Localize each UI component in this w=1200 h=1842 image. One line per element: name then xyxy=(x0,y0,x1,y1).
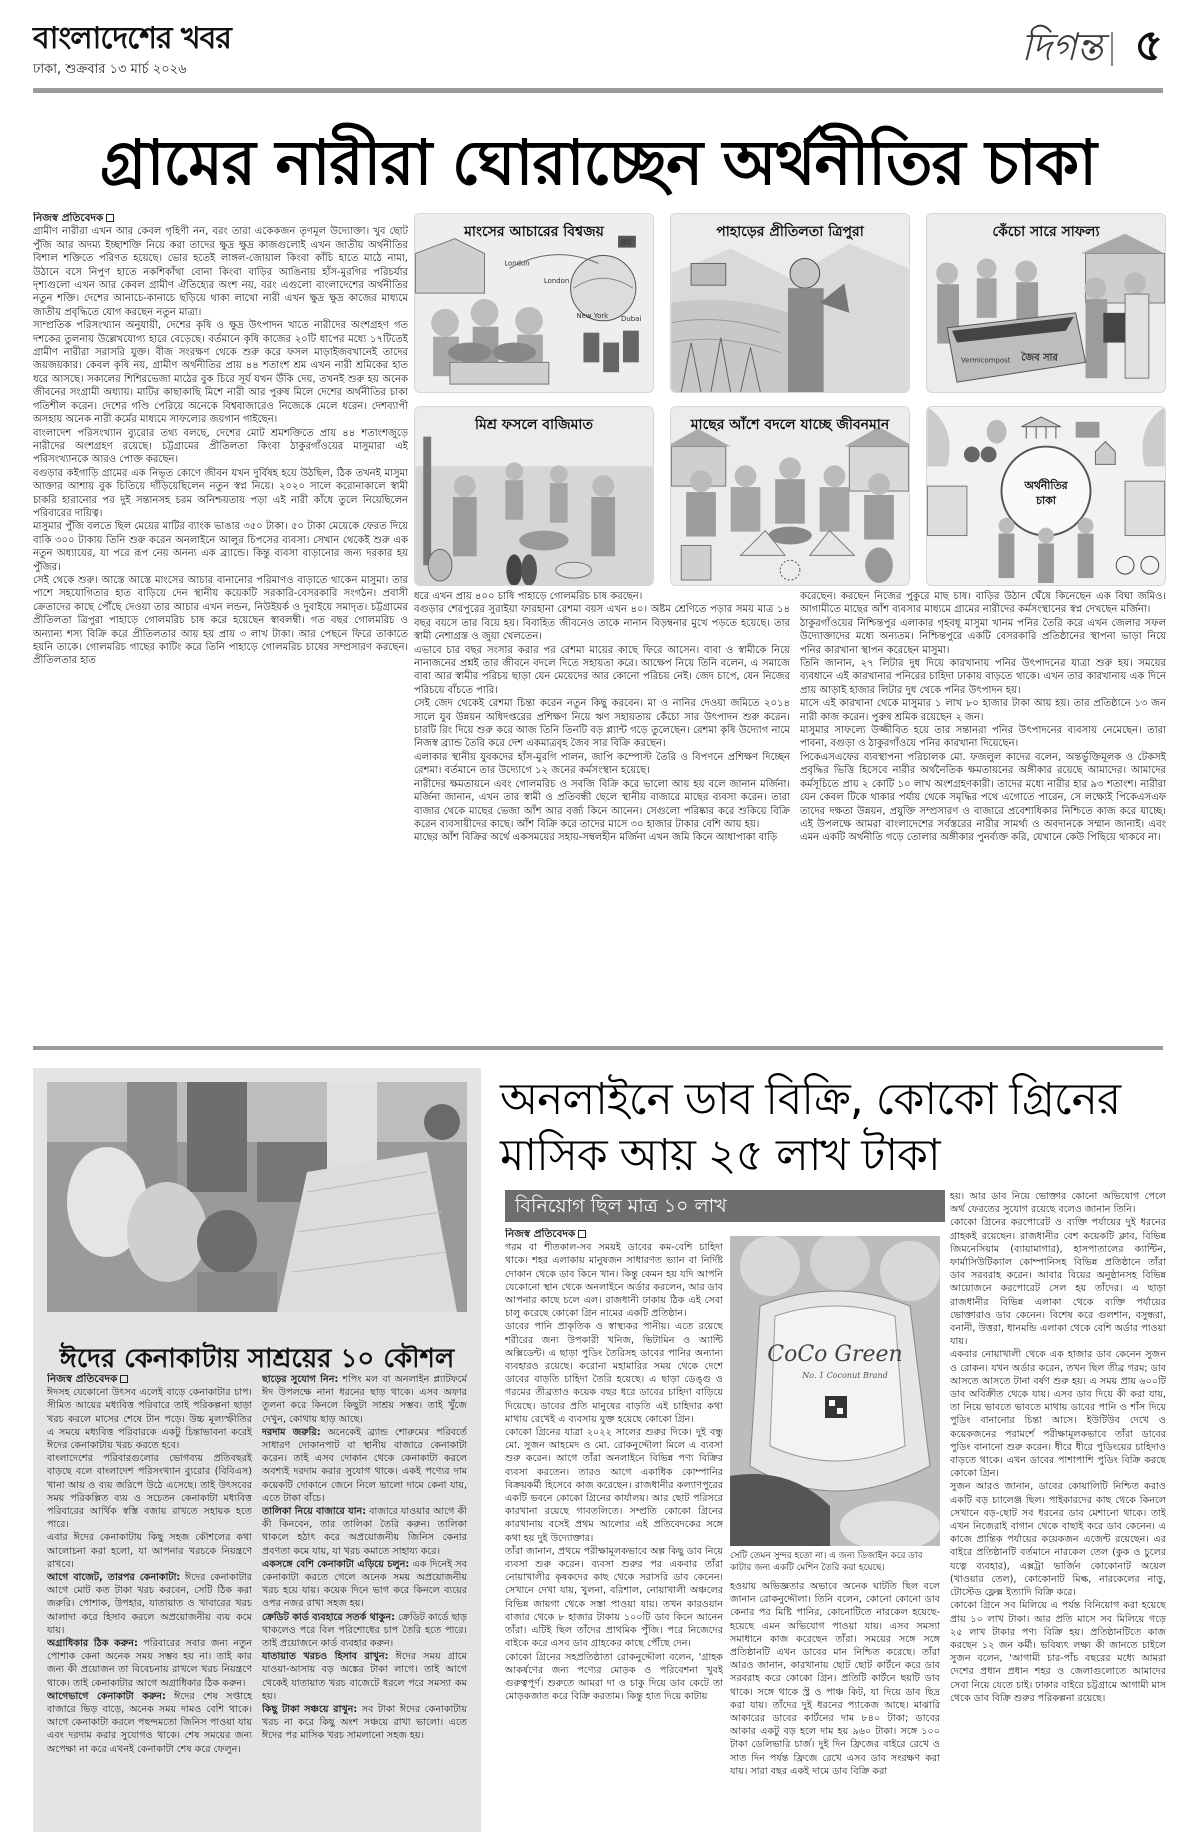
illustration-vermicompost xyxy=(926,213,1166,393)
article-paragraph: বগুড়ার কইগাড়ি গ্রামের এক নিভৃত কোণে জীবন যখন দুর্বিষহ হয়ে উঠছিল, ঠিক তখনই মাসুমা আক্তার আশায় বুক চিতিয়ে দাঁড়িয়েছিলেন নতুন স্বপ্ন নিয়ে। ২০২০ সালে করোনাকালে স্বামী চাকরি হারানোর পর দুই সন্তানসহ চরম অনিশ্চয়তায় পড়া এই নারী কাঁধে তুলে নিয়েছিলেন পরিবারের দায়িত্ব। xyxy=(33,467,408,519)
article-paragraph: বগুড়ার শেরপুরের সুরাইয়া ফারহানা রেশমা বয়স এখন ৪০। অষ্টম শ্রেণিতে পড়ার সময় মাত্র ১৪ বছর বয়সে তার বিয়ে হয়। বিবাহিত জীবনেও তাকে নানান বিড়ম্বনার মুখে পড়তে হয়েছে। তার স্বামী নেশাগ্রস্ত ও জুয়া খেলতেন। xyxy=(414,604,790,643)
article-paragraph xyxy=(47,1571,252,1637)
article-paragraph xyxy=(47,1637,252,1690)
brand-logo-text: CoCo Green xyxy=(767,1342,903,1367)
tip-heading: ক্রেডিট কার্ড ব্যবহারে সতর্ক থাকুন: xyxy=(262,1611,395,1623)
brand-tagline: No. 1 Coconut Brand xyxy=(802,1371,888,1380)
tip-text: শপিং মল বা অনলাইন প্ল্যাটফর্মে ঈদ উপলক্ষে নানা ধরনের ছাড় থাকে। এসব অফার তুলনা করে কিনলে কিছুটা সাশ্রয় সম্ভব। তাই খুঁজে দেখুন, কোথায় ছাড় আছে। xyxy=(262,1374,467,1425)
article-paragraph xyxy=(262,1611,467,1651)
article-paragraph: ধরে এখন প্রায় ৪০০ চাষি পাহাড়ে গোলমরিচ চাষ করছেন। xyxy=(414,591,643,602)
section-divider xyxy=(1111,32,1113,66)
tip-text: ঈদসহ যেকোনো উৎসব এলেই বাড়ে কেনাকাটার চাপ। সীমিত আয়ের মধ্যবিত্ত পরিবারে তাই পরিকল্পনা ছাড়া খরচ করলে মাসের শেষে টান পড়ে। উচ্চ মূল্যস্ফীতির এ সময়ে মধ্যবিত্ত পরিবারকে একটু চিন্তাভাবনা করেই ঈদের কেনাকাটায় খরচ করতে হবে। xyxy=(47,1387,252,1452)
eid-headline: ঈদের কেনাকাটায় সাশ্রয়ের ১০ কৌশল xyxy=(59,1344,455,1374)
box-label: Vermicompost xyxy=(960,356,1011,365)
tip-text: অনেকেই ব্র্যান্ড শোরুমের পরিবর্তে সাধারণ দোকানপাট বা স্থানীয় বাজারে কেনাকাটা করেন। তাই এসব দোকান থেকে কেনাকাটা করলে অবশ্যই দরদাম করার সুযোগ থাকে। একই পণ্যের দাম কয়েকটি দোকানে জেনে নিলে ভালো দামে কেনা যায়, এতে টাকা বাঁচে। xyxy=(262,1426,467,1504)
article-paragraph: এলাকার স্থানীয় যুবকদের হাঁস-মুরগি পালন, জাপি কম্পোস্ট তৈরি ও বিপণনে প্রশিক্ষণ দিচ্ছেন রেশমা। বর্তমানে তার উদ্যোগে ১২ জনের কর্মসংস্থান হয়েছে। xyxy=(414,751,790,777)
wheel-label: অর্থনীতির xyxy=(1024,479,1068,493)
coco-column-3 xyxy=(950,1190,1166,1832)
eid-market-photo xyxy=(47,1082,467,1312)
tip-text: বাংলাদেশের পরিবারগুলোর ভোগব্যয় প্রতিবছরই বাড়ছে বলে বাংলাদেশ পরিসংখ্যান ব্যুরোর (বিবিএস) খানা আয় ও ব্যয় জরিপে উঠে এসেছে। তাই উৎসবের সময় পরিকল্পিত ব্যয় ও সচেতন কেনাকাটা মধ্যবিত্ত পরিবারের আর্থিক স্বস্তি বজায় রাখতে সহায়ক হতে পারে। xyxy=(47,1453,252,1531)
article-paragraph xyxy=(262,1426,467,1505)
article-paragraph xyxy=(262,1558,467,1611)
lead-headline: গ্রামের নারীরা ঘোরাচ্ছেন অর্থনীতির চাকা xyxy=(100,126,1096,199)
article-paragraph: ঠাকুরগাঁওয়ের নিশ্চিন্তপুর এলাকার গৃহবধূ মাসুমা খানম পনির তৈরি করে এখন জেলার সফল উদ্যোক্তাদের মধ্যে অন্যতম। নিশ্চিন্তপুরে একটি বেসরকারি প্রতিষ্ঠানের স্থাপনা ভাড়া নিয়ে পনির কারখানা স্থাপন করেছেন মাসুমা। xyxy=(800,617,1166,656)
wheel-label: চাকা xyxy=(1036,493,1056,507)
coco-photo-caption: সেটি তেমন সুন্দর হতো না। এ জন্য ডিজাইন করে ডাব কাটার জন্য একটি মেশিন তৈরি করা হয়েছে। xyxy=(730,1551,923,1573)
byline: নিজস্ব প্রতিবেদক xyxy=(33,212,408,225)
illustration-grid xyxy=(414,213,1166,586)
tip-text: ক্রেডিট কার্ডে ছাড় থাকলেও পরে বিল পরিশোধের চাপ তৈরি হতে পারে। তাই প্রয়োজনে কার্ড ব্যবহার করুন। xyxy=(262,1611,467,1650)
tip-text: এবার ঈদের কেনাকাটায় কিছু সহজ কৌশলের কথা আলোচনা করা হলো, যা আপনার খরচকে নিয়ন্ত্রণে রাখবে। xyxy=(47,1532,252,1570)
article-paragraph xyxy=(262,1703,467,1743)
byline: নিজস্ব প্রতিবেদক xyxy=(505,1228,723,1241)
masthead-rule xyxy=(33,88,1163,93)
article-paragraph: মাসুমার সাফল্যে উজ্জীবিত হয়ে তার সন্তানরা পনির উৎপাদনের ব্যবসায় নেমেছেন। তারা পাবনা, বগুড়া ও ঠাকুরগাঁওয়ে পনির কারখানা দিয়েছেন। xyxy=(800,725,1166,750)
map-label: London xyxy=(504,259,530,268)
article-paragraph: গরম বা শীতকাল-সব সময়ই ডাবের কম-বেশি চাহিদা থাকে। শহর এলাকায় মানুষজন সাধারণত ভ্যান বা নির্দিষ্ট দোকান থেকে ডাব কিনে খান। কিন্তু কেমন হয় যদি আপনি যেকোনো স্থান থেকে অনলাইনে অর্ডার করলেন, আর ডাব আপনার কাছে চলে এল। রাজধানী ঢাকায় ঠিক এই সেবা চালু করেছে কোকো গ্রিন নামের একটি প্রতিষ্ঠান। xyxy=(505,1242,723,1320)
article-paragraph: একবার নোয়াখালী থেকে এক হাজার ডাব কেনেন সুজন ও রোকন। যখন অর্ডার করেন, তখন ছিল তীব্র গরম; ডাব আসতে আসতে টানা বর্ষণ শুরু হয়। এ সময় প্রায় ৬০০টি ডাব অবিক্রীত থেকে যায়। এসব ডাব দিয়ে কী করা যায়, তা নিয়ে ভাবতে ভাবতে মাথায় ডাবের পানি ও শাঁস দিয়ে পুডিং বানানোর চিন্তা আসে। ইউটিউব দেখে ও কয়েকজনের পরামর্শে পরীক্ষামূলকভাবে তাঁরা ডাবের পুডিং বানানো শুরু করেন। ধীরে ধীরে পুডিংয়ের চাহিদাও বাড়তে থাকে। এখন ডাবের পাশাপাশি পুডিং বিক্রি করছে কোকো গ্রিন। xyxy=(950,1349,1166,1480)
tip-heading: যাতায়াত খরচও হিসাব রাখুন: xyxy=(262,1651,389,1663)
eid-column-1 xyxy=(47,1373,252,1813)
tip-heading: দরদাম জরুরি: xyxy=(262,1426,321,1438)
tip-heading: একসঙ্গে বেশি কেনাকাটা এড়িয়ে চলুন: xyxy=(262,1558,410,1570)
market-crowd-image xyxy=(47,1082,467,1312)
article-paragraph: সাম্প্রতিক পরিসংখ্যান অনুযায়ী, দেশের কৃষি ও ক্ষুদ্র উৎপাদন খাতে নারীদের অংশগ্রহণ গত দশকের তুলনায় উল্লেখযোগ্য হারে বেড়েছে। বর্তমানে কৃষি কাজের ২০টি ধাপের মধ্যে ১৭টিতেই গ্রামীণ নারীরা সরাসরি যুক্ত। বীজ সংরক্ষণ থেকে শুরু করে ফসল মাড়াইজবখানেই তাদের জয়জয়কার। কেবল কৃষি নয়, গ্রামীণ অর্থনীতির প্রায় ৪৪ শতাংশ শ্রম এখন নারী শ্রমিকের হাত ধরে আসছে। সকালের শিশিরভেজা মাঠের বুক চিরে সূর্য যখন উঁকি দেয়, তখনই শুরু হয় অনেক জীবনের সংগ্রামী অধ্যায়। মাটির কাছাকাছি মিশে নারী আর পুরুষ মিলে দেশের অর্থনীতির চাকা গতিশীল করেন। দেশের গণ্ডি পেরিয়ে অনেকে বিশ্ববাজারেও নিজেকে মেলে ধরেন। দেশব্যাপী অসহায় অনেক নারী কর্মের মাধ্যমে সাফল্যের জয়গান গাইছেন। xyxy=(33,320,408,426)
tip-heading: আগেভাগে কেনাকাটা করুন: xyxy=(47,1690,166,1702)
tip-text: ঈদের সময় গ্রামে যাওয়া-আসায় বড় অঙ্কের টাকা লাগে। তাই আগে থেকেই যাতায়াত খরচ বাজেটে ধরলে পরে সমস্যা কম হয়। xyxy=(262,1651,467,1702)
article-paragraph: নারীদের ক্ষমতায়নে এবং গোলমরিচ ও সবজি বিক্রি করে ভালো আয় হয় বলে জানান মর্জিনা। মর্জিনা জানান, এখন তার স্বামী ও প্রতিবন্ধী ছেলে স্থানীয় বাজারে মাছের ব্যবসা করেন। তারা বাজার থেকে মাছের ভেজা আঁশ আর বর্জ্য কিনে আনেন। সেগুলো পরিষ্কার করে শুকিয়ে বিক্রি করেন ব্যবসায়ীদের কাছে। আঁশ বিক্রি করে তাদের মাসে ৩০ হাজার টাকার বেশি আয় হয়। xyxy=(414,778,790,830)
article-paragraph: কোকো গ্রিনের সহপ্রতিষ্ঠাতা রোকনুদ্দৌলা বলেন, 'গ্রাহক আকর্ষণের জন্য পণ্যের মোড়ক ও পরিবেশনা খুবই গুরুত্বপূর্ণ। শুরুতে আমরা দা ও চাকু দিয়ে ডাব কেটে তা মোড়কজাত করে বিক্রি করতাম। কিন্তু হাত দিয়ে কাটায় xyxy=(505,1651,723,1703)
article-paragraph: মাছের আঁশ বিক্রির অর্থে একসময়ের সহায়-সম্বলহীন মর্জিনা এখন জমি কিনে আধাপাকা বাড়ি xyxy=(414,832,778,844)
coco-green-photo xyxy=(730,1236,940,1546)
article-paragraph: বাংলাদেশ পরিসংখ্যান ব্যুরোর তথ্য বলছে, দেশের মোট শ্রমশক্তিতে প্রায় ৪৪ শতাংশজুড়ে নারীদের অংশগ্রহণ রয়েছে। চট্টগ্রামের প্রীতিলতা কিংবা ঠাকুরগাঁওয়ের মাসুমারা এই পরিসংখ্যানকে আরও পোক্ত করছেন। xyxy=(33,427,408,466)
illustration-title: কেঁচো সারে সাফল্য xyxy=(992,224,1100,240)
eid-shopping-box xyxy=(33,1068,481,1832)
article-paragraph: মাসে এই কারখানা থেকে মাসুমার ১ লাখ ৮০ হাজার টাকা আয় হয়। তার প্রতিষ্ঠানে ১৩ জন নারী কাজ করেন। পুরুষ শ্রমিক রয়েছেন ২ জন। xyxy=(800,698,1166,723)
coco-column-2 xyxy=(730,1580,940,1832)
article-paragraph: পিকেএসএফের ব্যবস্থাপনা পরিচালক মো. ফজলুল কাদের বলেন, অন্তর্ভুক্তিমূলক ও টেকসই প্রবৃদ্ধির ভিত্তি হিসেবে নারীর অর্থনৈতিক ক্ষমতায়নের অঙ্গীকার রয়েছে আমাদের। আমাদের কর্মসূচিতে প্রায় ২ কোটি ১০ লাখ অংশগ্রহণকারী। তাদের মধ্যে নারীর হার ৯৩ শতাংশ। নারীরা যেন কেবল টিকে থাকার পর্যায় থেকে সমৃদ্ধির পথে এগোতে পারেন, সে লক্ষ্যেই পিকেএসএফ তাদের দক্ষতা উন্নয়ন, প্রযুক্তি সম্প্রসারণ ও বাজারে প্রবেশাধিকার নিশ্চিতে কাজ করে যাচ্ছে। এই উপলক্ষে আমরা বাংলাদেশের সর্বস্তরের নারীর সামর্থ্য ও অবদানকে সম্মান জানাই। এবং এমন একটি অর্থনীতি গড়ে তোলার অঙ্গীকার পুনর্ব্যক্ত করি, যেখানে কেউ পিছিয়ে থাকবে না। xyxy=(800,751,1166,844)
article-paragraph: এভাবে চার বছর সংসার করার পর রেশমা মায়ের কাছে ফিরে আসেন। বাবা ও স্বামীকে নিয়ে নানাজনের প্রশ্নই তার জীবনে বদলে দিতে সহায়তা করে। আক্ষেপ নিয়ে তিনি বলেন, এ সমাজে বাবা আর স্বামীর পরিচয় ছাড়া যেন মেয়েদের আর কোনো পরিচয় নেই। জেদ চাপে, যেন নিজের পরিচয়ে বাঁচতে পারি। xyxy=(414,644,790,696)
article-paragraph: সুজন আরও জানান, ডাবের কোয়ালিটি নিশ্চিত করাও একটি বড় চ্যালেঞ্জ ছিল। পাইকারদের কাছ থেকে কিনলে সেখানে বড়-ছোট সব ধরনের ডাব মেশানো থাকে। তাই এখন নিজেরাই বাগান থেকে বাছাই করে ডাব কেনেন। এ কাজে প্রান্তিক পর্যায়ের কয়েকজন এজেন্ট রয়েছেন। এর বাইরে প্রতিষ্ঠানটি বর্তমানে নারকেল তেল (কুক ও চুলের যত্নে ব্যবহার), এক্সট্রা ভার্জিন কোকোনাট অয়েল (খাওয়ার তেল), কোকোনাট মিল্ক, নারকেলের নাড়ু, টোস্টেড ফ্লেক্স ইত্যাদি বিক্রি করে। xyxy=(950,1481,1166,1599)
article-paragraph xyxy=(262,1505,467,1558)
coconut-package-image xyxy=(730,1236,940,1546)
byline: নিজস্ব প্রতিবেদক xyxy=(47,1373,252,1386)
tip-text: এক দিনেই সব কেনাকাটা করতে গেলে অনেক সময় অপ্রয়োজনীয় খরচ হয়ে যায়। কয়েক দিনে ভাগ করে কিনলে ব্যয়ের ওপর নজর রাখা সহজ হয়। xyxy=(262,1558,467,1610)
byline-square-icon xyxy=(120,1375,128,1383)
illustration-title: মাছের আঁশে বদলে যাচ্ছে জীবনমান xyxy=(690,417,890,433)
article-paragraph: কোকো গ্রিনে সব মিলিয়ে এ পর্যন্ত বিনিয়োগ করা হয়েছে প্রায় ১০ লাখ টাকা। আর প্রতি মাসে সব মিলিয়ে গড়ে ২৫ লাখ টাকার পণ্য বিক্রি হয়। প্রতিষ্ঠানটিতে কাজ করছেন ১২ জন কর্মী। ভবিষ্যৎ লক্ষ্য কী জানতে চাইলে সুজন বলেন, 'আগামী চার-পাঁচ বছরের মধ্যে আমরা দেশের প্রধান প্রধান শহর ও জেলাগুলোতে আমাদের সেবা নিয়ে যেতে চাই। ঢাকার বাইরে চট্টগ্রামে আগামী মাস থেকে ডাব বিক্রি শুরুর পরিকল্পনা রয়েছে। xyxy=(950,1600,1166,1704)
article-paragraph: ডাবের পানি প্রাকৃতিক ও স্বাস্থ্যকর পানীয়। এতে রয়েছে শরীরের জন্য উপকারী খনিজ, ভিটামিন ও অ্যান্টি অক্সিডেন্ট। এ ছাড়া পুডিং তৈরিসহ ডাবের পানির অন্যান্য ব্যবহারও রয়েছে। করোনা মহামারির সময় থেকে দেশে ডাবের বাড়তি চাহিদা তৈরি হয়েছে। এ ছাড়া ডেঙ্গু ও গরমের তীব্রতাও কয়েক বছর ধরে ডাবের চাহিদা বাড়িয়ে দিয়েছে। ডাবের প্রতি মানুষের বাড়তি এই চাহিদার কথা মাথায় রেখেই এ ব্যবসায় যুক্ত হয়েছে কোকো গ্রিন। xyxy=(505,1321,723,1425)
lead-column-1 xyxy=(33,212,408,947)
illustration-pritilata xyxy=(670,213,910,393)
tip-heading: অগ্রাধিকার ঠিক করুন: xyxy=(47,1638,138,1650)
flag-label: BD xyxy=(621,238,632,247)
tip-heading: আগে বাজেট, তারপর কেনাকাটা: xyxy=(47,1572,181,1584)
coco-column-1 xyxy=(505,1228,723,1832)
page-number: ৫ xyxy=(1134,20,1163,71)
map-label: Dubai xyxy=(621,314,642,323)
article-paragraph: তিনি জানান, ২৭ লিটার দুধ দিয়ে কারখানায় পনির উৎপাদনের যাত্রা শুরু হয়। সময়ের ব্যবধানে এই কারখানার পনিরের চাহিদা ঢাকায় বাড়তে থাকে। এখন তার কারখানায় এক দিনে প্রায় আড়াই হাজার লিটার দুধ থেকে পনির উৎপাদন হয়। xyxy=(800,658,1166,696)
tip-text: বাজারে যাওয়ার আগে কী কী কিনবেন, তার তালিকা তৈরি করুন। তালিকা থাকলে হঠাৎ করে অপ্রয়োজনীয় জিনিস কেনার প্রবণতা কমে যায়, যা খরচ কমাতে সাহায্য করে। xyxy=(262,1506,467,1557)
illustration-title: মাংসের আচারের বিশ্বজয় xyxy=(464,224,604,240)
tip-text: পরিবারের সবার জন্য নতুন পোশাক কেনা অনেক সময় সম্ভব হয় না। তাই কার জন্য কী প্রয়োজন তা বিবেচনায় রাখলে খরচ নিয়ন্ত্রণে থাকে। তাই কেনাকাটার আগে অগ্রাধিকার ঠিক করুন। xyxy=(47,1638,252,1689)
article-paragraph xyxy=(47,1531,252,1571)
map-label: New York xyxy=(576,311,609,320)
article-paragraph: সেই জেদ থেকেই রেশমা চিন্তা করেন নতুন কিছু করবেন। মা ও নানির দেওয়া জমিতে ২০১৪ সালে যুব উন্নয়ন অধিদপ্তরের প্রশিক্ষণ নিয়ে ঋণ সহায়তায় কেঁচো সার উৎপাদন শুরু করেন। চারটি রিং দিয়ে শুরু করে আজ তিনি তিনটি বড় প্ল্যান্ট গড়ে তুলেছেন। রেশমা কৃষি উদ্যোগ নামে নিজস্ব ব্র্যান্ড তৈরি করে দেশ একমাত্রবৃহ জৈব সার বিক্রি করছেন। xyxy=(414,698,790,750)
masthead xyxy=(33,12,1163,92)
illustration-meat-pickle xyxy=(414,213,654,393)
illustration-title: মিশ্র ফসলে বাজিমাত xyxy=(475,417,593,433)
article-paragraph: গ্রামীণ নারীরা এখন আর কেবল গৃহিণী নন, বরং তারা একেকজন তৃণমূল উদ্যোক্তা। খুব ছোট পুঁজি আর অদম্য ইচ্ছাশক্তি নিয়ে করা তাদের ক্ষুদ্র ক্ষুদ্র কাজগুলোই এখন জাতীয় অর্থনীতির বিশাল শক্তিতে পরিণত হয়েছে। ভোর হতেই লাঙ্গল-জোয়াল কিংবা কাঁচি হাতে মাঠে নামা, উঠানে বসে নিপুণ হাতে নকশিকাঁথা বোনা কিংবা বাড়ির আঙিনায় হাঁস-মুরগির পরিচর্যার দৃশ্যগুলো এখন আর কেবল গ্রামীণ ঐতিহ্যের অংশ নয়, বরং এগুলো বাংলাদেশের অর্থনীতির নতুন শক্তি। দেশের আনাচে-কানাচে ছড়িয়ে থাকা লাখো নারী এখন ক্ষুদ্র ক্ষুদ্র কাজের মাধ্যমে জাতীয় প্রবৃদ্ধিতে যোগ করছেন নতুন মাত্রা। xyxy=(33,226,408,318)
article-paragraph: কোকো গ্রিনের করপোরেট ও ব্যক্তি পর্যায়ের দুই ধরনের গ্রাহকই রয়েছেন। রাজধানীর বেশ কয়েকটি ক্লাব, বিভিন্ন জিমনেসিয়াম (ব্যায়ামাগার), হাসপাতালের ক্যান্টিন, ফার্মাসিউটিক্যাল কোম্পানিসহ বিভিন্ন প্রতিষ্ঠানে তাঁরা ডাব সরবরাহ করেন। আবার বিয়ের অনুষ্ঠানসহ বিভিন্ন আয়োজনে করপোরেট সেল হয় তাঁদের। এ ছাড়া রাজধানীর বিভিন্ন এলাকা থেকে ব্যক্তি পর্যায়ের ভোক্তারাও ডাব কেনেন। বিশেষ করে গুলশান, বসুন্ধরা, বনানী, উত্তরা, ধানমন্ডি এলাকা থেকে বেশি অর্ডার পাওয়া যায়। xyxy=(950,1217,1166,1348)
coco-headline: অনলাইনে ডাব বিক্রি, কোকো গ্রিনের মাসিক আয় ২৫ লাখ টাকা xyxy=(500,1074,1121,1181)
coco-subhead-banner: বিনিয়োগ ছিল মাত্র ১০ লাখ xyxy=(505,1190,945,1222)
tip-heading: কিছু টাকা সঞ্চয়ে রাখুন: xyxy=(262,1704,358,1716)
eid-column-2 xyxy=(262,1373,467,1813)
article-paragraph: হয়। আর ডাব নিয়ে ভোক্তার কোনো অভিযোগ পেলে অর্থ ফেরতের সুযোগ রয়েছে বলেও জানান তিনি। xyxy=(950,1191,1166,1216)
section-rule xyxy=(33,1046,1163,1050)
article-paragraph xyxy=(262,1373,467,1426)
article-paragraph xyxy=(47,1690,252,1756)
article-paragraph: করেছেন। করছেন নিজের পুকুরে মাছ চাষ। বাড়ির উঠান ঘেঁষে কিনেছেন এক বিঘা জমিও। আগামীতে মাছের আঁশ ব্যবসার মাধ্যমে গ্রামের নারীদের কর্মসংস্থানের স্বপ্ন দেখছেন মর্জিনা। xyxy=(800,591,1166,616)
box-label: জৈব সার xyxy=(1021,352,1058,364)
lead-column-3 xyxy=(800,590,1166,1038)
article-paragraph: তাঁরা জানান, প্রথমে পরীক্ষামূলকভাবে অল্প কিছু ডাব নিয়ে ব্যবসা শুরু করেন। ব্যবসা শুরুর পর একবার তাঁরা নোয়াখালীর কৃষকদের কাছ থেকে সরাসরি ডাব কেনেন। সেখানে দেখা যায়, খুলনা, বরিশাল, নোয়াখালী অঞ্চলের বিভিন্ন জায়গা থেকে সস্তা পাওয়া যায়। তখন কারওয়ান বাজার থেকে ৮ হাজার টাকায় ১০০টি ডাব কিনে আনেন তাঁরা। এটিই ছিল তাঁদের প্রাথমিক পুঁজি। পরে নিজেদের বাইকে করে এসব ডাব গ্রাহকের কাছে পৌঁছে দেন। xyxy=(505,1545,723,1650)
map-label: London xyxy=(543,277,570,286)
issue-date: ঢাকা, শুক্রবার ১৩ মার্চ ২০২৬ xyxy=(33,62,187,77)
article-paragraph xyxy=(262,1650,467,1703)
tip-text: ঈদের শেষ সপ্তাহে বাজারে ভিড় বাড়ে, অনেক সময় দামও বেশি থাকে। আগে কেনাকাটা করলে পছন্দমতো জিনিস পাওয়া যায় এবং দরদাম করার সুযোগও থাকে। শেষ সময়ের জন্য অপেক্ষা না করে এখনই কেনাকাটা শেষ করে ফেলুন। xyxy=(47,1690,252,1755)
article-paragraph: হওয়ায় অভিজ্ঞতার অভাবে অনেক ঘাটতি ছিল বলে জানান রোকনুদ্দৌলা। তিনি বলেন, কোনো কোনো ডাব কেনার পর মিষ্টি পানির, কোনোটিতে নারকেল হয়েছে-হয়েছে এমন অভিযোগ পাওয়া যায়। এসব সমস্যা সমাধানে কাজ করেছেন তাঁরা। সময়ের সঙ্গে সঙ্গে প্রতিষ্ঠানটি এখন ডাবের মান নিশ্চিত করেছে। তাঁরা আরও জানান, কারখানায় ছোট ছোট কার্টনে করে ডাব সরবরাহ করে কোকো গ্রিন। প্রতিটি কার্টনে ছয়টি ডাব থাকে। সঙ্গে থাকে স্ট্র ও পাঞ্চ কিট, যা দিয়ে ডাব ছিদ্র করা যায়। তাঁদের দুই ধরনের প্যাকেজ আছে। মাঝারি আকারের ডাবের কার্টনের দাম ৮৪০ টাকা; ডাবের আকার একটু বড় হলে দাম হয় ৯৬০ টাকা। সঙ্গে ১০০ টাকা ডেলিভারি চার্জ। দুই দিন ফ্রিজের বাইরে রেখে ও সাত দিন পর্যন্ত ফ্রিজে রেখে এসব ডাব সংরক্ষণ করা যায়। সারা বছর একই দামে ডাব বিক্রি করা xyxy=(730,1581,940,1777)
tip-heading: তালিকা নিয়ে বাজারে যান: xyxy=(262,1506,367,1518)
article-paragraph xyxy=(47,1452,252,1531)
byline-square-icon xyxy=(578,1230,586,1238)
tip-text: ঈদের কেনাকাটার আগে মোট কত টাকা খরচ করবেন, সেটি ঠিক করা জরুরি। পোশাক, উপহার, যাতায়াত ও খাবারের খরচ আলাদা করে হিসাব করলে অপ্রয়োজনীয় ব্যয় কমে যায়। xyxy=(47,1572,252,1636)
article-paragraph: মাসুমার পুঁজি বলতে ছিল মেয়ের মাটির ব্যাংক ভাঙার ৩৫০ টাকা। ৫০ টাকা মেয়েকে ফেরত দিয়ে বাকি ৩০০ টাকায় তিনি শুরু করেন অনলাইনে আলুর চিপসের ব্যবসা। সেখান থেকেই শুরু এক নতুন অধ্যায়ের, যা পরে রূপ নেয় অনন্য এক ব্র্যান্ডে। কিন্তু ব্যবসা বাড়ানোর জন্য দরকার হয় পুঁজির। xyxy=(33,521,408,573)
section-name: দিগন্ত xyxy=(1021,25,1103,69)
article-paragraph xyxy=(47,1386,252,1452)
lead-column-2 xyxy=(414,590,790,1038)
article-paragraph: কোকো গ্রিনের যাত্রা ২০২২ সালের শুরুর দিকে। দুই বন্ধু মো. সুজন আহমেদ ও মো. রোকনুদ্দৌলা মিলে এ ব্যবসা শুরু করেন। আগে তাঁরা অনলাইনে বিভিন্ন পণ্য বিক্রির ব্যবসা করতেন। তারও আগে একাধিক কোম্পানির বিক্রয়কর্মী হিসেবে কাজ করেছেন। রাজধানীর কল্যাণপুরের একটি ভবনে কোকো গ্রিনের কার্যালয়। আর ছোট পরিসরে কারখানা রয়েছে গাবতলিতে। সম্প্রতি কোকো গ্রিনের কারখানায় বসেই প্রথম আলোর এই প্রতিবেদকের সঙ্গে কথা হয় দুই উদ্যোক্তার। xyxy=(505,1427,723,1544)
article-paragraph: সেই থেকে শুরু। আস্তে আস্তে মাংসের আচার বানানোর পরিমাণও বাড়াতে থাকেন মাসুমা। তার পাশে সহযোগিতার হাত বাড়িয়ে দেন স্থানীয় কয়েকটি সরকারি-বেসরকারি সংগঠন। প্রবাসী ক্রেতাদের কাছে পৌঁছে দেওয়া তার আচার এখন লন্ডন, নিউইয়র্ক ও দুবাইয়ে সমাদৃত। চট্টগ্রামের প্রীতিলতা ত্রিপুরা পাহাড়ে গোলমরিচ চাষ করে হয়েছেন স্বাবলম্বী। গত বছর গোলমরিচ ও অন্যান্য শস্য বিক্রি করে প্রীতিলতার আয় হয় প্রায় ৩ লাখ টাকা। আর পেছনে ফিরে তাকাতে হয়নি তাকে। গোলমরিচ গাছের কাটিং করে তিনি পাহাড়ে গোলমরিচ চাষের সম্প্রসারণ করছেন। প্রীতিলতার হাত xyxy=(33,574,408,667)
illustration-title: পাহাড়ের প্রীতিলতা ত্রিপুরা xyxy=(716,224,864,240)
byline-square-icon xyxy=(106,214,114,222)
tip-heading: ছাড়ের সুযোগ নিন: xyxy=(262,1374,339,1385)
illustration-mixed-crops xyxy=(414,406,654,586)
tip-text: সব টাকা ঈদের কেনাকাটায় খরচ না করে কিছু অংশ সঞ্চয়ে রাখা ভালো। এতে ঈদের পর মাসিক খরচ সামলানো সহজ হয়। xyxy=(262,1704,467,1742)
illustration-fish-scales xyxy=(670,406,910,586)
illustration-economy-wheel xyxy=(926,406,1166,586)
newspaper-logo: বাংলাদেশের খবর xyxy=(33,21,231,56)
economy-wheel-drawing xyxy=(927,407,1165,585)
